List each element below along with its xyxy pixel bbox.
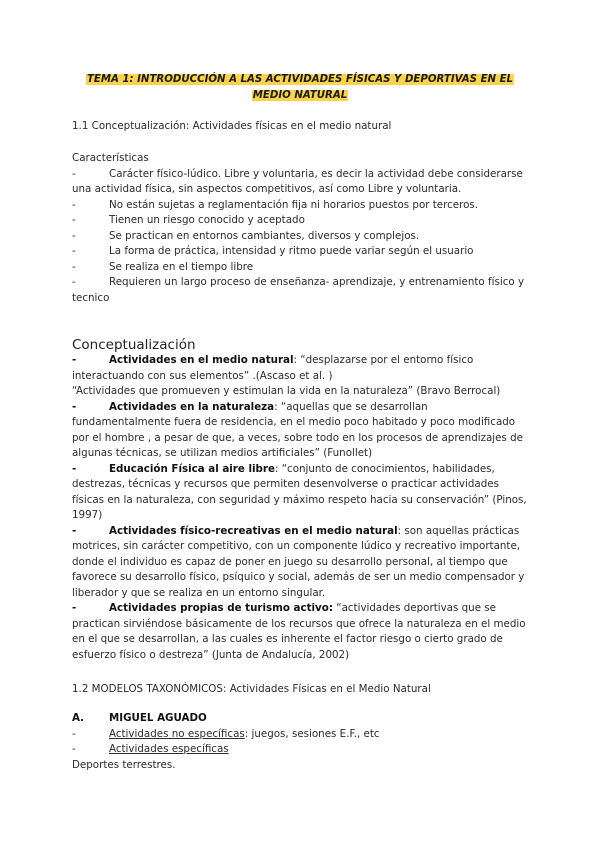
conceptualizacion-heading: Conceptualización [72, 337, 196, 353]
section-1-2-heading: 1.2 MODELOS TAXONÓMICOS: Actividades Físicas en el Medio Natural [72, 683, 431, 695]
list-item: - La forma de práctica, intensidad y ritmo puede variar según el usuario [72, 245, 474, 257]
document-title [72, 72, 528, 104]
last-line: Deportes terrestres. [72, 758, 176, 771]
concept-term: Actividades en la naturaleza [109, 400, 275, 413]
concept-term: Actividades físico-recreativas en el medio natural [109, 524, 398, 537]
list-item: - Carácter físico-lúdico. Libre y voluntaria, es decir la actividad debe considerarse una actividad física, sin aspectos competitivos, así como Libre y voluntaria. [72, 167, 523, 195]
concept-term: Actividades propias de turismo activo: [109, 602, 333, 614]
caracteristicas-heading: Características [72, 152, 149, 164]
conceptos-section [72, 353, 528, 663]
list-item: - Actividades específicas [72, 743, 229, 755]
list-item: - Actividades no específicas: juegos, sesiones E.F., etc [72, 727, 380, 740]
list-item: - Se practican en entornos cambiantes, diversos y complejos. [72, 229, 420, 242]
concept-term: Actividades en el medio natural [109, 354, 294, 366]
title-line-2: MEDIO NATURAL [252, 90, 348, 101]
concept-item: - Actividades en el medio natural: “desplazarse por el entorno físico interactuando con sus elementos” .(Ascaso et al. ) [72, 354, 474, 382]
concept-term: Educación Física al aire libre [109, 462, 275, 475]
list-item: - Tienen un riesgo conocido y aceptado [72, 214, 305, 226]
section-1-1-heading: 1.1 Conceptualización: Actividades físicas en el medio natural [72, 120, 392, 132]
concept-item: - Actividades físico-recreativas en el medio natural: son aquellas prácticas motrices, sin carácter competitivo, con un componente lúdico y recreativo importante, donde el individuo es capaz de poner en juego su desarrollo personal, al tiempo que favorece su desarrollo físico, psíquico y social, además de ser un medio compensador y liberador y que se realiza en un entorno singular. [72, 524, 525, 599]
concept-extra: “Actividades que promueven y estimulan la vida en la naturaleza” (Bravo Berrocal) [72, 385, 501, 397]
concept-item: - Actividades propias de turismo activo: “actividades deportivas que se practican sirviéndose básicamente de los recursos que ofrece la naturaleza en el medio en el que se desarrollan, a las cuales es inherente el factor riesgo o cierto grado de esfuerzo físico o destreza” (Junta de Andalucía, 2002) [72, 602, 526, 661]
modelos-section [72, 711, 528, 773]
caracteristicas-section [72, 151, 528, 306]
concept-item: - Educación Física al aire libre: “conjunto de conocimientos, habilidades, destrezas, técnicas y recursos que permiten desenvolverse o practicar actividades físicas en la naturaleza, con seguridad y máximo respeto hacia su conservación” (Pinos, 1997) [72, 462, 527, 521]
title-line-1: TEMA 1: INTRODUCCIÓN A LAS ACTIVIDADES FÍSICAS Y DEPORTIVAS EN EL [86, 74, 514, 85]
concept-item: - Actividades en la naturaleza: “aquellas que se desarrollan fundamentalmente fuera de residencia, en el medio poco habitado y poco modificado por el hombre , a pesar de que, a veces, sobre todo en los procesos de aprendizajes de algunas técnicas, se utilizan medios artificiales” (Funollet) [72, 400, 524, 459]
list-item: - Requieren un largo proceso de enseñanza- aprendizaje, y entrenamiento físico y tecnico [72, 276, 525, 304]
author-heading: A. MIGUEL AGUADO [72, 712, 207, 724]
list-item: - No están sujetas a reglamentación fija ni horarios puestos por terceros. [72, 198, 479, 211]
list-item: - Se realiza en el tiempo libre [72, 260, 254, 273]
